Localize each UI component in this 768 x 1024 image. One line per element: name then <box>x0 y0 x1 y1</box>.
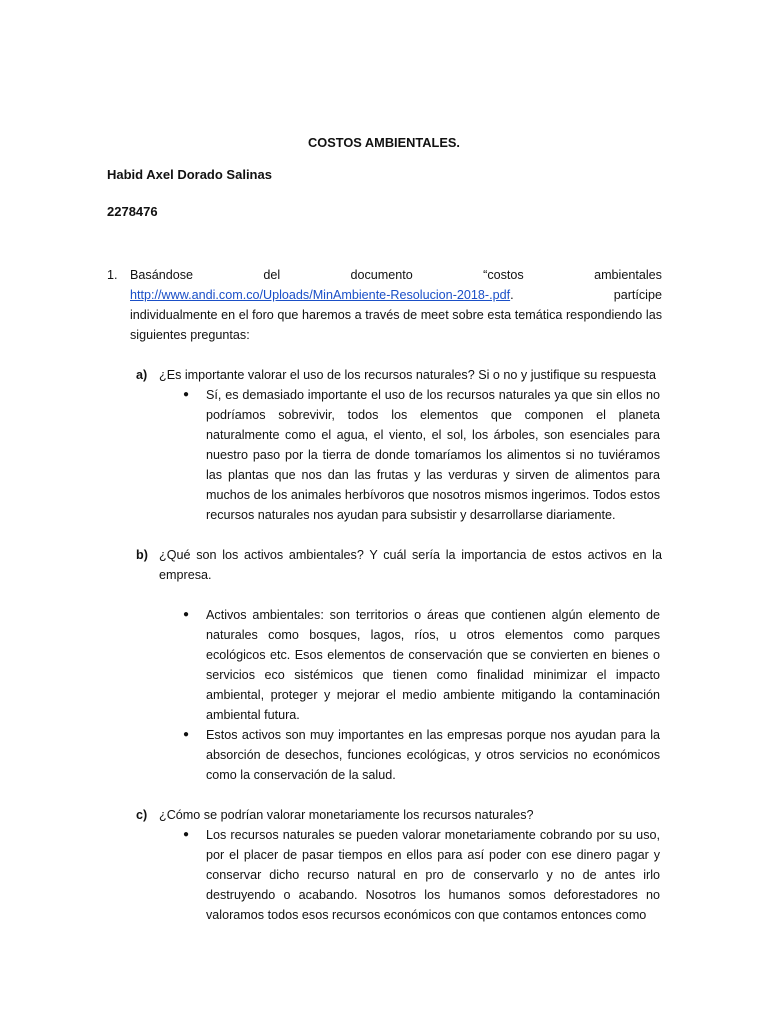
answer-text: Activos ambientales: son territorios o áreas que contienen algún elemento de naturales como bosques, lagos, ríos, u otros elementos como parques ecológicos etc. Esos elementos de conservación que se convierten en bienes o servicios eco sistémicos que tienen como finalidad minimizar el impacto ambiental, proteger y mejorar el medio ambiente mitigando la contaminación ambiental futura. <box>206 608 660 722</box>
sub-question-text: ¿Es importante valorar el uso de los recursos naturales? Si o no y justifique su respuesta <box>159 368 657 382</box>
word: documento <box>350 268 413 282</box>
link-wrap <box>130 285 514 305</box>
question-1-line-2 <box>130 285 662 305</box>
sub-question-text: ¿Cómo se podrían valorar monetariamente los recursos naturales? <box>159 808 534 822</box>
answer-bullet-c-1 <box>183 825 660 925</box>
bullet-icon: ● <box>183 829 190 840</box>
question-number: 1. <box>107 268 118 282</box>
question-1-rest: individualmente en el foro que haremos a través de meet sobre esta temática respondiendo las siguientes preguntas: <box>130 308 662 342</box>
answer-bullet-a-1 <box>183 385 660 525</box>
word: del <box>263 268 281 282</box>
question-1 <box>107 265 662 345</box>
answer-bullet-b-1 <box>183 605 660 725</box>
document-title: COSTOS AMBIENTALES. <box>308 135 460 150</box>
question-1-line-1 <box>130 265 662 285</box>
answer-text: Sí, es demasiado importante el uso de los recursos naturales ya que sin ellos no podríamos sobrevivir, todos los elementos que componen el planeta naturalmente como el agua, el viento, el sol, los árboles, son esenciales para nuestro paso por la tierra de donde tomaríamos los alimentos si no tuviéramos las plantas que nos dan las frutas y las verduras y sirven de alimentos para muchos de los animales herbívoros que nosotros mismos ingerimos. Todos estos recursos naturales nos ayudan para subsistir y desarrollarse diariamente. <box>206 388 660 522</box>
word: partícipe <box>613 288 662 302</box>
bullet-icon: ● <box>183 609 190 620</box>
sub-question-letter: c) <box>136 808 148 822</box>
student-id: 2278476 <box>107 204 158 219</box>
word: Basándose <box>130 268 194 282</box>
sub-question-letter: b) <box>136 548 148 562</box>
document-link[interactable]: http://www.andi.com.co/Uploads/MinAmbiente-Resolucion-2018-.pdf <box>130 288 511 302</box>
sub-question-b <box>136 545 662 585</box>
answer-bullet-b-2 <box>183 725 660 785</box>
sub-question-a <box>136 365 662 385</box>
sub-question-c <box>136 805 662 825</box>
word: ambientales <box>594 268 662 282</box>
word: “costos <box>483 268 524 282</box>
link-period: . <box>510 288 514 302</box>
bullet-icon: ● <box>183 729 190 740</box>
sub-question-text: ¿Qué son los activos ambientales? Y cuál sería la importancia de estos activos en la empresa. <box>159 548 662 582</box>
question-1-text <box>130 265 662 345</box>
answer-text: Los recursos naturales se pueden valorar monetariamente cobrando por su uso, por el placer de pasar tiempos en ellos para así poder con ese dinero pagar y conservar dicho recurso natural en pro de conservarlo y no de antes irlo destruyendo o acabando. Nosotros los humanos somos deforestadores no valoramos todos esos recursos económicos con que contamos entonces como <box>206 828 660 922</box>
answer-text: Estos activos son muy importantes en las empresas porque nos ayudan para la absorción de desechos, funciones ecológicas, y otros servicios no económicos como la conservación de la salud. <box>206 728 660 782</box>
author-name: Habid Axel Dorado Salinas <box>107 167 272 182</box>
bullet-icon: ● <box>183 389 190 400</box>
sub-question-letter: a) <box>136 368 148 382</box>
